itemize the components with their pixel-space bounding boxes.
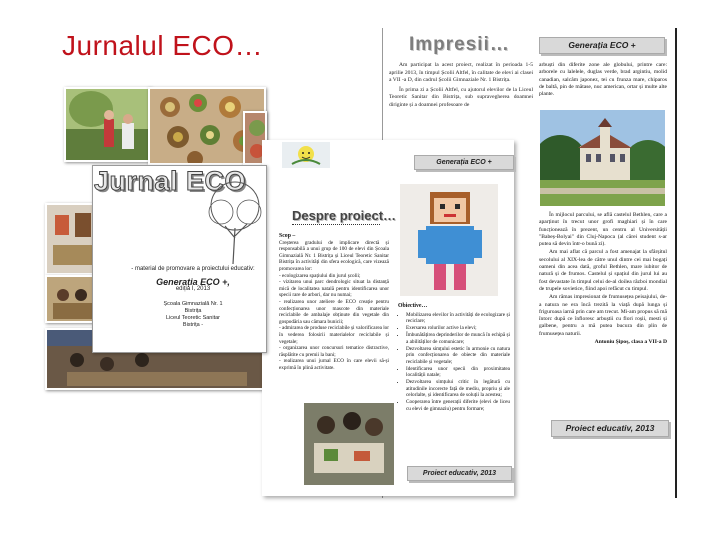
obiectiv-item: • Identificarea unor specii din proximitatea localității natale;	[406, 366, 510, 379]
author-signature: Antoniu Șipoș, clasa a VII-a D	[594, 339, 667, 346]
group-activity-photo	[304, 403, 394, 485]
obiectiv-item: • Dezvoltarea simțului critic în legătură cu atitudinile incorecte față de mediu, propriu și ale celorlalte, și identificarea de soluții la acestea;	[406, 379, 510, 399]
impresii-paragraph: În mijlocul parcului, se află castelul Bethlen, care a aparținut în trecut unor grofi maghiari și în care funcționează în prezent, un centru al Universității "Babeș-Bolyai" din Cluj-Napoca (al cărei student s-ar putea să devin într-o bună zi).	[539, 212, 667, 248]
proiect-banner: Proiect educativ, 2013	[407, 466, 512, 481]
cover-edition: ediția I, 2013	[175, 286, 211, 292]
page-divider	[675, 28, 677, 498]
obiectiv-item: • Cooperarea între generații diferite (elevi de liceu cu elevi de gimnaziu) pentru formare;	[406, 399, 510, 412]
impresii-column-2	[539, 212, 667, 347]
classroom-photo	[45, 275, 97, 323]
scop-intro: Creșterea gradului de implicare directă și responsabilă a unui grup de 100 de elevi din Școala Gimnazială Nr. 1 Bistrița și Liceul Teoretic Sanitar Bistrița în activități din sfera ecologică, care vizează promovarea lor:	[279, 239, 389, 272]
cover-text	[127, 266, 259, 329]
cover-title: Jurnal ECO	[94, 166, 247, 196]
heading-underline	[292, 224, 380, 225]
cover-school-line: Școala Gimnazială Nr. 1	[163, 300, 223, 307]
scop-item: - organizarea unor concursuri tematice distractive, răsplătite cu premii la bani;	[279, 345, 389, 358]
impresii-column-1	[389, 62, 533, 111]
cover-project-name: Generația ECO +,	[156, 276, 230, 287]
scop-item: - realizarea unor ateliere de ECO creație pentru confecționarea unor mascote din materiale reciclabile de ambalaje obținute din vegetale din gospodăria sau cămara bunicii;	[279, 298, 389, 325]
scop-item: - ecologizarea spațiului din jurul școlii;	[279, 272, 361, 279]
impresii-paragraph: Am mai aflat că parcul a fost amenajat la sfârșitul secolului al XIX-lea de către unul dintre cei mai bogați oameni din acea dată, groful Bethlen, mare iubitor de natură și de frumos. Castelul și spațiul din jurul lui au fost devastate în timpul celui de-al doilea război mondial de trupele sovietice, fiind apoi refăcut cu timpul.	[539, 249, 667, 292]
obiectiv-item: • Exersarea rolurilor active la elevi;	[406, 325, 510, 332]
obiectiv-item: • Dezvoltarea simțului estetic în armonie cu natura prin confecționarea de obiecte din materiale reciclabile și vegetale;	[406, 346, 510, 366]
cover-school-line: Bistrița -	[182, 321, 204, 328]
generatia-banner: Generația ECO +	[539, 37, 665, 54]
obiectiv-item: • Îmbunătățirea deprinderilor de muncă în echipă și a abilităților de comunicare;	[406, 332, 510, 345]
students-outdoor-photo	[64, 87, 151, 162]
obiective-label: Obiective…	[398, 303, 428, 309]
generatia-banner: Generația ECO +	[414, 155, 514, 170]
despre-heading: Despre proiect…	[292, 208, 397, 223]
scop-item: - realizarea unui jurnal ECO în care elevii să-și exprimă în plină activitate.	[279, 358, 389, 371]
crafts-photo	[45, 203, 97, 275]
puppet-photo	[400, 184, 498, 296]
scop-label: Scop –	[279, 233, 296, 239]
impresii-column-2-top: arbuști din diferite zone ale globului, printre care: arborele cu lalelele, duglas verde, brad argintiu, molid canadian, salcâm japonez, tei cu frunza mare, chiparos de baltă, pin de mătase, nuc american, ortar și multe alte plante.	[539, 62, 667, 98]
despre-proiect-page	[262, 140, 514, 496]
impresii-paragraph: Am rămas impresionat de frumusețea peisajului, de-a natura ne era încă trezită la viață după lunga și friguroasa iarnă prin care am trecut. Mi-am propus să mă întorc după ce înfloresc arbuștii cu flori roșii, mesti și galbene, pentru a mă putea bucura din plin de frumusețea naturii.	[539, 294, 667, 337]
tree-drawing	[203, 178, 267, 268]
scop-item: - vizitarea unui parc dendrologic situat la distanță mică de localitatea natală pentru identificarea unor specii rare de arbori, dar nu numai;	[279, 279, 389, 299]
jurnal-cover	[92, 165, 267, 353]
scop-item: - admirarea de produse reciclabile și valorificarea lor în vederea folosirii materialelor reciclabile și vegetale;	[279, 325, 389, 345]
cover-subtitle: - material de promovare a proiectului educativ:	[131, 266, 255, 272]
obiective-section	[398, 303, 510, 413]
doll-photo	[282, 142, 330, 168]
slide-title: Jurnalul ECO…	[62, 30, 264, 61]
impresii-paragraph: Am participat la acest proiect, realizat în perioada 1-5 aprilie 2013, în timpul Școlii Altfel, în calitate de elevi ai clasei a VII -a D, din cadrul Școlii Gimnaziale Nr. 1 Bistrița.	[389, 62, 533, 83]
obiectiv-item: • Mobilizarea elevilor în activități de ecologizare și reciclare;	[406, 312, 510, 325]
impresii-heading: Impresii…	[409, 34, 510, 55]
cover-school-line: Bistrița	[184, 307, 202, 314]
cover-school-line: Liceul Teoretic Sanitar	[165, 314, 220, 321]
castle-photo	[540, 110, 665, 206]
proiect-banner: Proiect educativ, 2013	[551, 420, 669, 437]
scop-section	[279, 233, 389, 371]
impresii-paragraph: În prima zi a Școlii Altfel, cu ajutorul elevilor de la Liceul Teoretic Sanitar din Bistrița, sub supravegherea doamnei diriginte și a doamnei profesoare de	[389, 86, 533, 108]
